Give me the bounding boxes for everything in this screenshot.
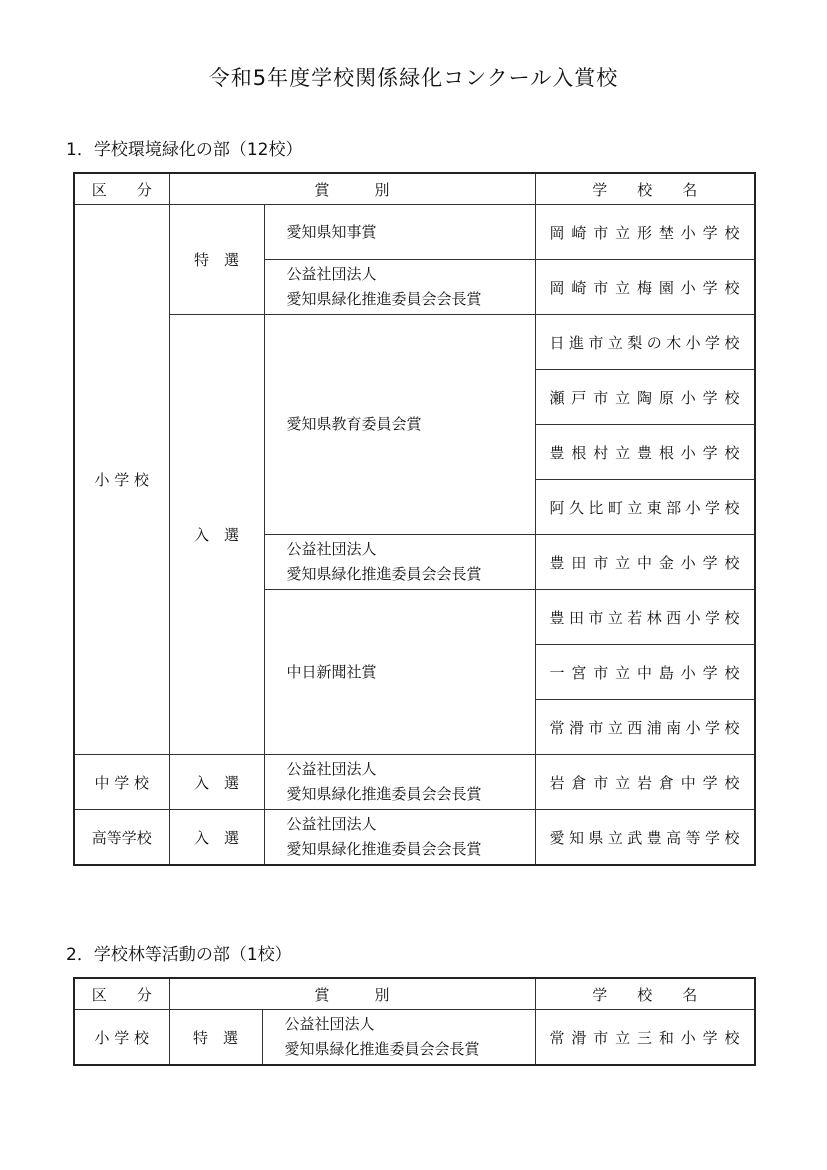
award-greening: 公益社団法人 愛知県緑化推進委員会会長賞 (264, 260, 535, 315)
table-header-row (74, 173, 755, 205)
school-name: 岡崎市立梅園小学校 (535, 260, 755, 315)
table-row (74, 315, 755, 370)
division-elementary: 小 学 校 (74, 1010, 169, 1066)
category-special: 特 選 (169, 1010, 262, 1066)
school-name: 豊根村立豊根小学校 (535, 425, 755, 480)
page-title: 令和5年度学校関係緑化コンクール入賞校 (208, 66, 619, 90)
award-chunichi: 中日新聞社賞 (264, 590, 535, 755)
school-name: 豊田市立中金小学校 (535, 535, 755, 590)
school-name: 一宮市立中島小学校 (535, 645, 755, 700)
award-greening: 公益社団法人 愛知県緑化推進委員会会長賞 (264, 535, 535, 590)
header-division: 区 分 (74, 173, 169, 205)
category-selected: 入 選 (169, 315, 264, 755)
school-name: 阿久比町立東部小学校 (535, 480, 755, 535)
school-name: 岡崎市立形埜小学校 (535, 205, 755, 260)
table-row (74, 205, 755, 260)
award-greening: 公益社団法人 愛知県緑化推進委員会会長賞 (264, 755, 535, 810)
section2-heading: 2．学校林等活動の部（1校） (66, 945, 292, 965)
category-special: 特 選 (169, 205, 264, 315)
school-name: 常滑市立西浦南小学校 (535, 700, 755, 755)
school-name: 豊田市立若林西小学校 (535, 590, 755, 645)
table-row (74, 810, 755, 866)
award-greening: 公益社団法人 愛知県緑化推進委員会会長賞 (264, 810, 535, 866)
section1-table (73, 172, 756, 866)
section1-heading: 1．学校環境緑化の部（12校） (66, 140, 303, 160)
header-school: 学 校 名 (535, 978, 755, 1010)
category-selected: 入 選 (169, 755, 264, 810)
header-school: 学 校 名 (535, 173, 755, 205)
award-greening: 公益社団法人 愛知県緑化推進委員会会長賞 (262, 1010, 535, 1066)
section2-table (73, 977, 756, 1066)
header-award: 賞 別 (169, 173, 535, 205)
table-row (74, 755, 755, 810)
award-governor: 愛知県知事賞 (264, 205, 535, 260)
school-name: 瀬戸市立陶原小学校 (535, 370, 755, 425)
award-board: 愛知県教育委員会賞 (264, 315, 535, 535)
header-award: 賞 別 (169, 978, 535, 1010)
division-elementary: 小 学 校 (74, 205, 169, 755)
school-name: 常滑市立三和小学校 (535, 1010, 755, 1066)
school-name: 愛知県立武豊高等学校 (535, 810, 755, 866)
header-division: 区 分 (74, 978, 169, 1010)
division-junior: 中 学 校 (74, 755, 169, 810)
table-row (74, 1010, 755, 1066)
school-name: 日進市立梨の木小学校 (535, 315, 755, 370)
table-header-row (74, 978, 755, 1010)
school-name: 岩倉市立岩倉中学校 (535, 755, 755, 810)
category-selected: 入 選 (169, 810, 264, 866)
division-high: 高等学校 (74, 810, 169, 866)
